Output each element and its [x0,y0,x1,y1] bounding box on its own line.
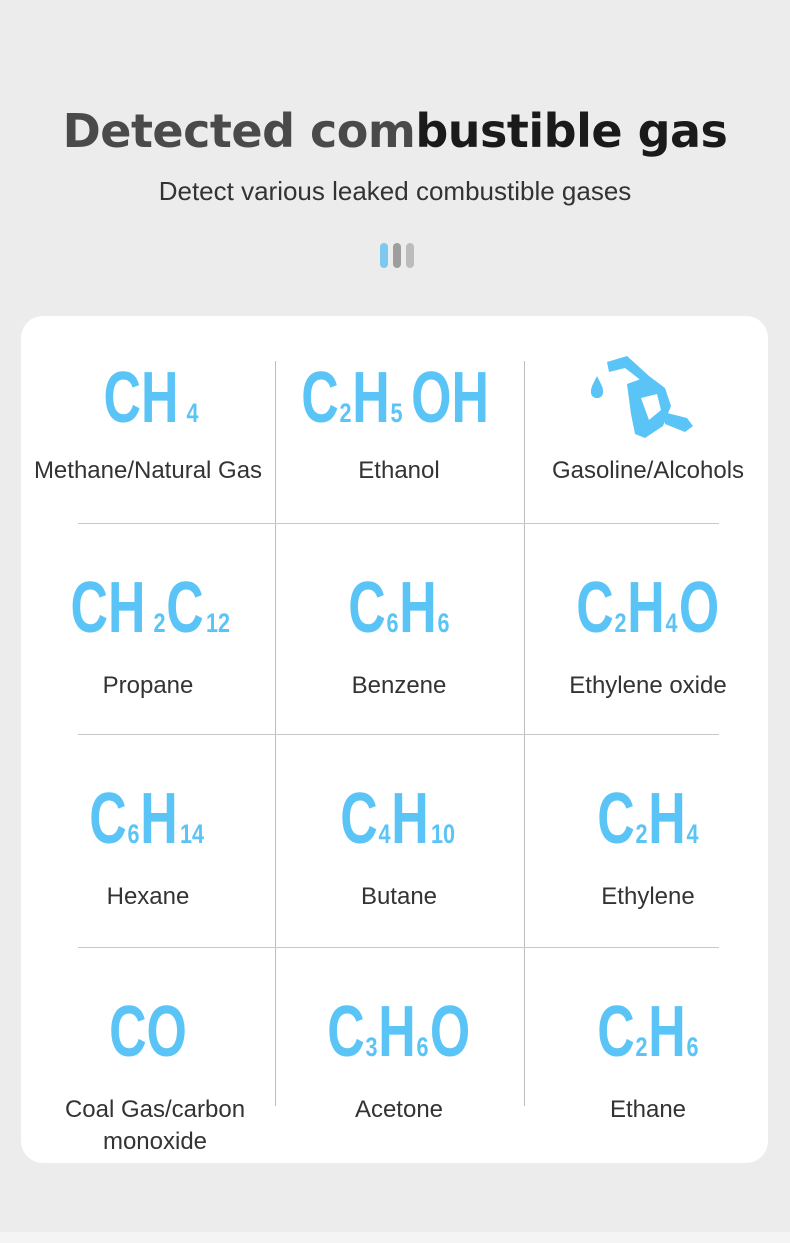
formula-element: H [391,779,430,859]
formula-element: H [140,779,179,859]
gas-name-label: Propane [102,672,194,699]
gas-name-label: Ethane [609,1096,687,1123]
footer-strip [0,1232,790,1243]
formula-subscript: 12 [206,608,231,638]
gas-name-label: Benzene [351,672,447,699]
page-subtitle: Detect various leaked combustible gases [158,176,632,206]
gas-name-label: Acetone [354,1096,444,1123]
gas-item [275,316,523,524]
formula-subscript: 14 [180,819,205,849]
gas-item [524,524,772,732]
gas-item [524,948,772,1156]
formula-element: H [378,992,416,1072]
title-part-2: bustible gas [415,104,728,158]
formula-subscript: 6 [386,608,399,638]
chemical-formula [275,358,523,438]
indicator-bar-2 [393,243,401,268]
fuel-nozzle-icon [587,354,699,442]
gas-name-label: Butane [360,883,438,910]
gas-name-label: Ethylene oxide [569,672,727,699]
chemical-formula [24,568,272,648]
chemical-formula [24,779,272,859]
formula-subscript: 6 [127,819,140,849]
formula-subscript: 4 [378,819,391,849]
formula-element: C [348,568,386,648]
gas-item [275,948,523,1156]
chemical-formula [275,992,523,1072]
formula-element: C [597,992,635,1072]
formula-element: H [648,779,686,859]
formula-element: H [627,568,665,648]
gas-name-label: Gasoline/Alcohols [551,457,745,484]
formula-element: H [648,992,686,1072]
formula-element: C [166,568,205,648]
gas-grid-card [21,316,768,1163]
chemical-formula [524,992,772,1072]
gas-name-label: Coal Gas/carbon monoxide [64,1096,246,1155]
chemical-formula [524,779,772,859]
formula-element: C [327,992,365,1072]
formula-element: CO [109,992,187,1072]
formula-subscript: 4 [686,819,699,849]
page-title [0,104,790,158]
gas-name-label: Hexane [106,883,190,910]
formula-element: C [340,779,379,859]
gas-item [524,735,772,943]
indicator-bar-3 [406,243,414,268]
formula-element: C [301,358,339,438]
formula-subscript: 2 [153,608,166,638]
gas-item [24,735,272,943]
formula-element: C [576,568,614,648]
page-indicator [380,243,414,268]
chemical-formula [275,779,523,859]
formula-element: H [352,358,390,438]
formula-subscript: 4 [665,608,678,638]
formula-element: CH [71,568,146,648]
title-part-1: Detected com [62,104,416,158]
formula-element: H [399,568,437,648]
chemical-formula [24,992,272,1072]
formula-element: C [89,779,128,859]
gas-name-label: Methane/Natural Gas [33,457,263,484]
formula-subscript: 2 [635,1032,648,1062]
formula-element: O [678,568,720,648]
formula-subscript: 2 [635,819,648,849]
icon-wrapper [587,354,699,447]
formula-subscript: 3 [365,1032,378,1062]
formula-subscript: 2 [339,398,352,428]
formula-element: C [597,779,635,859]
formula-subscript: 10 [431,819,456,849]
chemical-formula [24,358,272,438]
formula-subscript: 2 [614,608,627,638]
indicator-bar-1 [380,243,388,268]
formula-element: CH [104,358,179,438]
formula-subscript: 6 [416,1032,429,1062]
gas-name-label: Ethanol [358,457,440,484]
chemical-formula [275,568,523,648]
formula-subscript: 5 [390,398,403,428]
gas-item [275,524,523,732]
chemical-formula [524,568,772,648]
formula-subscript: 6 [437,608,450,638]
gas-item [24,948,272,1156]
formula-subscript: 6 [686,1032,699,1062]
gas-item [24,316,272,524]
gas-item [275,735,523,943]
formula-subscript: 4 [186,398,200,428]
formula-element: OH [411,358,489,438]
formula-element: O [429,992,471,1072]
gas-item [24,524,272,732]
gas-item [524,316,772,524]
gas-name-label: Ethylene [601,883,695,910]
